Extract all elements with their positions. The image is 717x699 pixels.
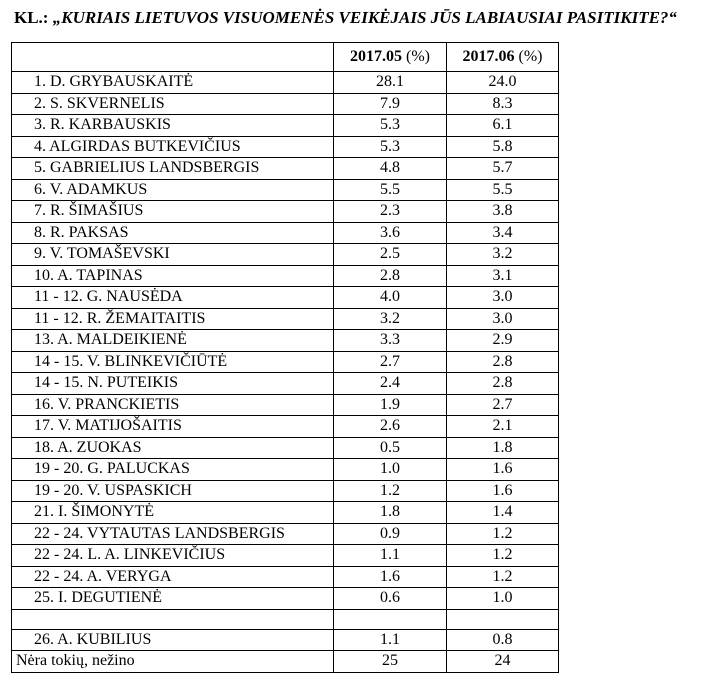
table-row <box>12 588 559 610</box>
value-2017-06: 8.3 <box>447 93 559 115</box>
person-name: 4. ALGIRDAS BUTKEVIČIUS <box>12 136 334 158</box>
person-name: 22 - 24. VYTAUTAS LANDSBERGIS <box>12 523 334 545</box>
value-2017-05: 0.6 <box>334 588 447 610</box>
value-2017-06: 24.0 <box>447 72 559 94</box>
person-name: 22 - 24. A. VERYGA <box>12 566 334 588</box>
footer-row <box>12 651 559 673</box>
value-2017-05: 5.5 <box>334 179 447 201</box>
table-row <box>12 93 559 115</box>
table-row <box>12 201 559 223</box>
value-2017-05: 7.9 <box>334 93 447 115</box>
person-name: 7. R. ŠIMAŠIUS <box>12 201 334 223</box>
table-row <box>12 72 559 94</box>
value-2017-05: 28.1 <box>334 72 447 94</box>
table-body <box>12 72 559 673</box>
table-row <box>12 244 559 266</box>
person-name: 5. GABRIELIUS LANDSBERGIS <box>12 158 334 180</box>
value-2017-05: 4.0 <box>334 287 447 309</box>
table-row <box>12 394 559 416</box>
value-2017-05: 1.1 <box>334 629 447 651</box>
value-2017-06: 3.4 <box>447 222 559 244</box>
value-2017-05: 5.3 <box>334 136 447 158</box>
value-2017-06: 5.7 <box>447 158 559 180</box>
person-name: 21. I. ŠIMONYTĖ <box>12 502 334 524</box>
empty-cell <box>447 609 559 629</box>
value-2017-05: 1.8 <box>334 502 447 524</box>
person-name: 13. A. MALDEIKIENĖ <box>12 330 334 352</box>
person-name: 10. A. TAPINAS <box>12 265 334 287</box>
value-2017-06: 1.8 <box>447 437 559 459</box>
table-row <box>12 523 559 545</box>
header-2017-05 <box>334 43 447 72</box>
person-name: 1. D. GRYBAUSKAITĖ <box>12 72 334 94</box>
table-row <box>12 566 559 588</box>
person-name: 2. S. SKVERNELIS <box>12 93 334 115</box>
person-name: 19 - 20. V. USPASKICH <box>12 480 334 502</box>
value-2017-05: 1.2 <box>334 480 447 502</box>
title-question: „KURIAIS LIETUVOS VISUOMENĖS VEIKĖJAIS JŪS LABIAUSIAI PASITIKITE?“ <box>52 8 677 27</box>
header-unit: (%) <box>518 48 543 65</box>
table-row <box>12 115 559 137</box>
value-2017-06: 1.2 <box>447 566 559 588</box>
value-2017-05: 5.3 <box>334 115 447 137</box>
value-2017-05: 3.2 <box>334 308 447 330</box>
table-row <box>12 459 559 481</box>
header-label: 2017.05 <box>350 48 402 65</box>
value-2017-06: 1.2 <box>447 545 559 567</box>
value-2017-06: 3.1 <box>447 265 559 287</box>
person-name: 14 - 15. N. PUTEIKIS <box>12 373 334 395</box>
value-2017-06: 2.7 <box>447 394 559 416</box>
table-row <box>12 308 559 330</box>
value-2017-06: 3.0 <box>447 287 559 309</box>
table-row <box>12 480 559 502</box>
value-2017-06: 6.1 <box>447 115 559 137</box>
value-2017-05: 1.6 <box>334 566 447 588</box>
table-row <box>12 222 559 244</box>
value-2017-06: 2.8 <box>447 373 559 395</box>
header-label: 2017.06 <box>462 48 515 65</box>
value-2017-06: 3.8 <box>447 201 559 223</box>
table-row <box>12 287 559 309</box>
value-2017-06: 24 <box>447 651 559 673</box>
header-2017-06 <box>447 43 559 72</box>
person-name: 6. V. ADAMKUS <box>12 179 334 201</box>
table-row <box>12 265 559 287</box>
person-name: Nėra tokių, nežino <box>12 651 334 673</box>
table-row <box>12 373 559 395</box>
value-2017-06: 1.0 <box>447 588 559 610</box>
value-2017-06: 0.8 <box>447 629 559 651</box>
value-2017-05: 25 <box>334 651 447 673</box>
table-row <box>12 502 559 524</box>
value-2017-05: 1.1 <box>334 545 447 567</box>
table-row <box>12 437 559 459</box>
person-name: 19 - 20. G. PALUCKAS <box>12 459 334 481</box>
person-name: 11 - 12. R. ŽEMAITAITIS <box>12 308 334 330</box>
trust-ratings-table <box>11 42 559 673</box>
value-2017-06: 1.6 <box>447 459 559 481</box>
table-row <box>12 351 559 373</box>
person-name: 26. A. KUBILIUS <box>12 629 334 651</box>
person-name: 17. V. MATIJOŠAITIS <box>12 416 334 438</box>
value-2017-06: 1.6 <box>447 480 559 502</box>
header-name-column <box>12 43 334 72</box>
person-name: 22 - 24. L. A. LINKEVIČIUS <box>12 545 334 567</box>
value-2017-05: 2.3 <box>334 201 447 223</box>
person-name: 11 - 12. G. NAUSĖDA <box>12 287 334 309</box>
value-2017-06: 1.2 <box>447 523 559 545</box>
value-2017-06: 1.4 <box>447 502 559 524</box>
table-row <box>12 416 559 438</box>
value-2017-05: 1.0 <box>334 459 447 481</box>
table-row <box>12 136 559 158</box>
value-2017-05: 2.8 <box>334 265 447 287</box>
value-2017-06: 2.1 <box>447 416 559 438</box>
value-2017-05: 2.7 <box>334 351 447 373</box>
table-row <box>12 179 559 201</box>
person-name: 8. R. PAKSAS <box>12 222 334 244</box>
value-2017-05: 4.8 <box>334 158 447 180</box>
value-2017-06: 3.2 <box>447 244 559 266</box>
spacer-row <box>12 609 559 629</box>
value-2017-05: 0.9 <box>334 523 447 545</box>
person-name: 16. V. PRANCKIETIS <box>12 394 334 416</box>
person-name: 25. I. DEGUTIENĖ <box>12 588 334 610</box>
empty-cell <box>334 609 447 629</box>
person-name: 9. V. TOMAŠEVSKI <box>12 244 334 266</box>
value-2017-06: 5.5 <box>447 179 559 201</box>
value-2017-05: 3.6 <box>334 222 447 244</box>
value-2017-06: 3.0 <box>447 308 559 330</box>
table-header-row <box>12 43 559 72</box>
title-prefix: KL.: <box>14 8 53 27</box>
table-row <box>12 545 559 567</box>
table-row <box>12 158 559 180</box>
value-2017-05: 2.6 <box>334 416 447 438</box>
page-title <box>14 8 677 28</box>
value-2017-06: 2.9 <box>447 330 559 352</box>
table-row <box>12 629 559 651</box>
person-name: 18. A. ZUOKAS <box>12 437 334 459</box>
value-2017-05: 1.9 <box>334 394 447 416</box>
header-unit: (%) <box>406 48 430 65</box>
person-name: 3. R. KARBAUSKIS <box>12 115 334 137</box>
value-2017-05: 2.5 <box>334 244 447 266</box>
table-row <box>12 330 559 352</box>
empty-cell <box>12 609 334 629</box>
person-name: 14 - 15. V. BLINKEVIČIŪTĖ <box>12 351 334 373</box>
value-2017-05: 3.3 <box>334 330 447 352</box>
value-2017-06: 5.8 <box>447 136 559 158</box>
value-2017-05: 0.5 <box>334 437 447 459</box>
value-2017-05: 2.4 <box>334 373 447 395</box>
value-2017-06: 2.8 <box>447 351 559 373</box>
